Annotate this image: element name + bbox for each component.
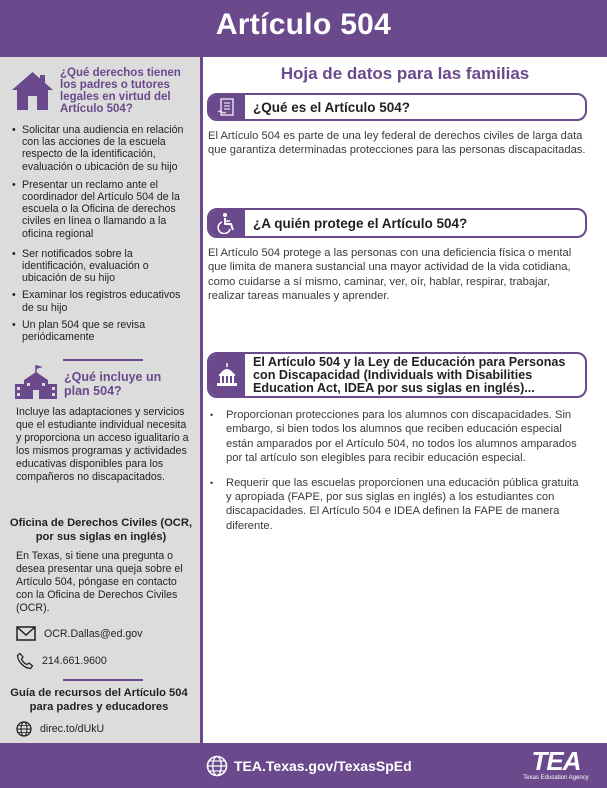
capitol-icon-box xyxy=(209,354,245,396)
page-title: Artículo 504 xyxy=(215,8,392,41)
rights-question: ¿Qué derechos tienen los padres o tutores legales en virtud del Artículo 504? xyxy=(60,67,181,115)
list-item: • Presentar un reclamo ante el coordinador del Artículo 504 de la escuela o la Oficina de derechos civiles en línea o llamando a la oficina regional xyxy=(10,179,192,240)
list-item: • Un plan 504 que se revisa periódicamente xyxy=(10,319,192,343)
guide-link-text[interactable]: direc.to/dUkU xyxy=(40,723,105,735)
footer-link-text[interactable]: TEA.Texas.gov/TexasSpEd xyxy=(234,758,412,774)
section-idea-list xyxy=(208,408,586,543)
footer xyxy=(0,743,607,788)
document-icon-box xyxy=(209,95,245,119)
sidebar-divider xyxy=(200,57,203,743)
ocr-text: En Texas, si tiene una pregunta o desea presentar una queja sobre el Artículo 504, póngase en contacto con la Oficina de Derechos Civiles (OCR). xyxy=(16,550,183,614)
tea-logo xyxy=(519,747,593,782)
wheelchair-icon xyxy=(216,212,238,234)
document-icon xyxy=(217,98,237,116)
section-who-title: ¿A quién protege el Artículo 504? xyxy=(253,215,468,231)
envelope-icon xyxy=(16,626,36,641)
list-item: • Ser notificados sobre la identificación, evaluación o ubicación de su hijo xyxy=(10,248,192,285)
guide-heading: Guía de recursos del Artículo 504 para padres y educadores xyxy=(10,687,188,713)
sidebar-divider-line xyxy=(63,359,143,361)
house-icon xyxy=(10,70,55,112)
accessibility-icon-box xyxy=(209,210,245,236)
guide-link[interactable] xyxy=(16,721,104,737)
plan-text: Incluye las adaptaciones y servicios que el estudiante individual necesita y proporciona un acceso igualitario a los mismos programas y actividades educativas disponibles para los compañeros no discapacitados. xyxy=(16,406,189,483)
tea-logo-text: TEA xyxy=(531,746,581,776)
school-icon xyxy=(14,364,58,400)
phone-icon xyxy=(16,652,34,670)
globe-icon xyxy=(16,721,32,737)
list-item: • Examinar los registros educativos de su hijo xyxy=(10,289,192,313)
phone-contact[interactable] xyxy=(16,652,107,670)
header-banner xyxy=(0,0,607,57)
plan-question: ¿Qué incluye un plan 504? xyxy=(64,370,162,398)
section-idea-header xyxy=(207,352,587,398)
page-subtitle: Hoja de datos para las familias xyxy=(280,64,530,83)
email-text[interactable]: OCR.Dallas@ed.gov xyxy=(44,627,143,640)
section-what-title: ¿Qué es el Artículo 504? xyxy=(253,99,411,115)
globe-icon xyxy=(206,755,228,777)
section-who-text: El Artículo 504 protege a las personas con una deficiencia física o mental que limita de manera sustancial una mayor actividad de la vida cotidiana, como cuidarse a sí mismo, caminar, ver, oír, hablar, respirar, trabajar, realizar tareas manuales y aprender. xyxy=(208,247,572,303)
list-item: • Proporcionan protecciones para los alumnos con discapacidades. Sin embargo, si bien todos los alumnos que reciben educación especial están amparados por el Artículo 504, no todos los alumnos amparados por tal artículo son elegibles para recibir educación especial. xyxy=(208,408,586,466)
sidebar-divider-line xyxy=(63,679,143,681)
list-item: • Solicitar una audiencia en relación con las acciones de la escuela respecto de la identificación, evaluación o ubicación de su hijo xyxy=(10,124,192,173)
section-what-text: El Artículo 504 es parte de una ley federal de derechos civiles de larga data que garantiza determinadas protecciones para las personas discapacitadas. xyxy=(208,130,586,157)
list-item: • Requerir que las escuelas proporcionen una educación pública gratuita y apropiada (FAPE, por sus siglas en inglés) a los estudiantes con discapacidades. El Artículo 504 e IDEA definen la FAPE de manera diferente. xyxy=(208,476,586,534)
footer-link[interactable] xyxy=(206,755,412,777)
capitol-icon xyxy=(215,362,239,388)
phone-text[interactable]: 214.661.9600 xyxy=(42,655,107,667)
section-idea-title: El Artículo 504 y la Ley de Educación para Personas con Discapacidad (Individuals with Disabilities Education Act, IDEA por sus siglas en inglés)... xyxy=(253,354,566,395)
tea-logo-subtext: Texas Education Agency xyxy=(523,775,589,781)
section-what-header xyxy=(207,93,587,121)
email-contact[interactable] xyxy=(16,626,142,641)
ocr-heading: Oficina de Derechos Civiles (OCR, por sus siglas en inglés) xyxy=(9,517,193,543)
section-who-header xyxy=(207,208,587,238)
rights-list xyxy=(10,124,192,348)
